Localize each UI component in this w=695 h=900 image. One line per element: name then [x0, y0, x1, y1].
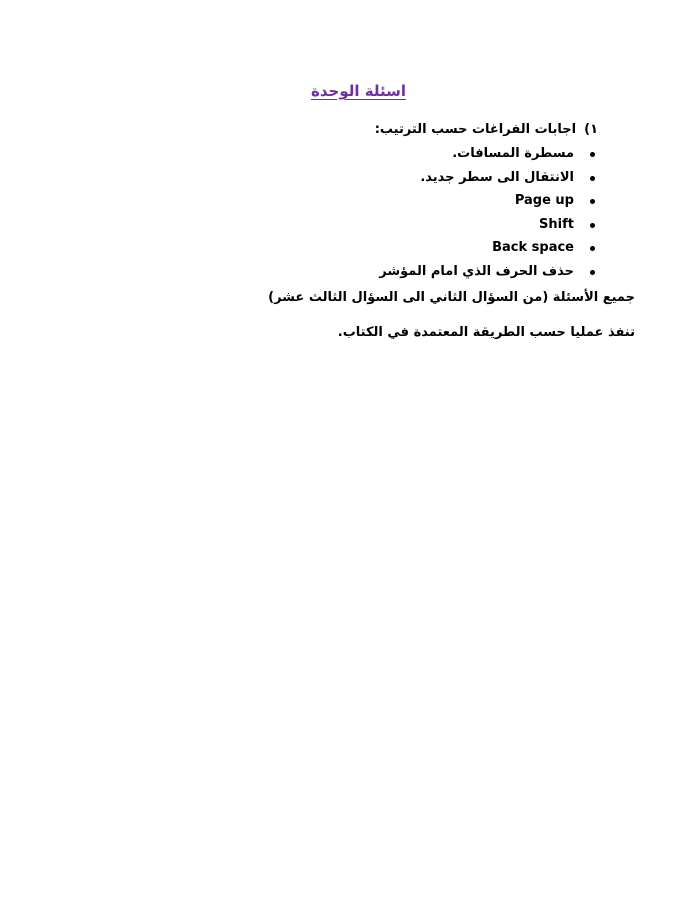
list-item: [300, 215, 598, 239]
question-1-number: ١): [584, 122, 598, 137]
list-item: [300, 238, 598, 262]
answer-text: الانتقال الى سطر جديد.: [420, 169, 574, 185]
bullet-icon: [590, 270, 595, 275]
question-1-text: اجابات الفراغات حسب الترتيب:: [374, 122, 577, 137]
bullet-icon: [590, 152, 595, 157]
list-item: [300, 262, 598, 286]
question-1-heading: [300, 121, 598, 139]
list-item: [300, 144, 598, 168]
note-paragraph-1: جميع الأسئلة (من السؤال الثاني الى السؤال الثالث عشر): [268, 290, 635, 305]
unit-questions-title: اسئلة الوحدة: [311, 82, 406, 100]
bullet-icon: [590, 199, 595, 204]
list-item: [300, 168, 598, 192]
answer-text: مسطرة المسافات.: [452, 146, 574, 161]
answer-text: حذف الحرف الذي امام المؤشر: [379, 263, 574, 279]
answer-text: Back space: [492, 240, 574, 255]
bullet-icon: [590, 223, 595, 228]
bullet-icon: [590, 176, 595, 181]
list-item: [300, 191, 598, 215]
answer-text: Page up: [514, 193, 574, 208]
answers-list: [300, 144, 598, 285]
note-paragraph-2: تنفذ عمليا حسب الطريقة المعتمدة في الكتاب.: [337, 325, 635, 340]
answer-text: Shift: [539, 216, 574, 232]
bullet-icon: [590, 246, 595, 251]
